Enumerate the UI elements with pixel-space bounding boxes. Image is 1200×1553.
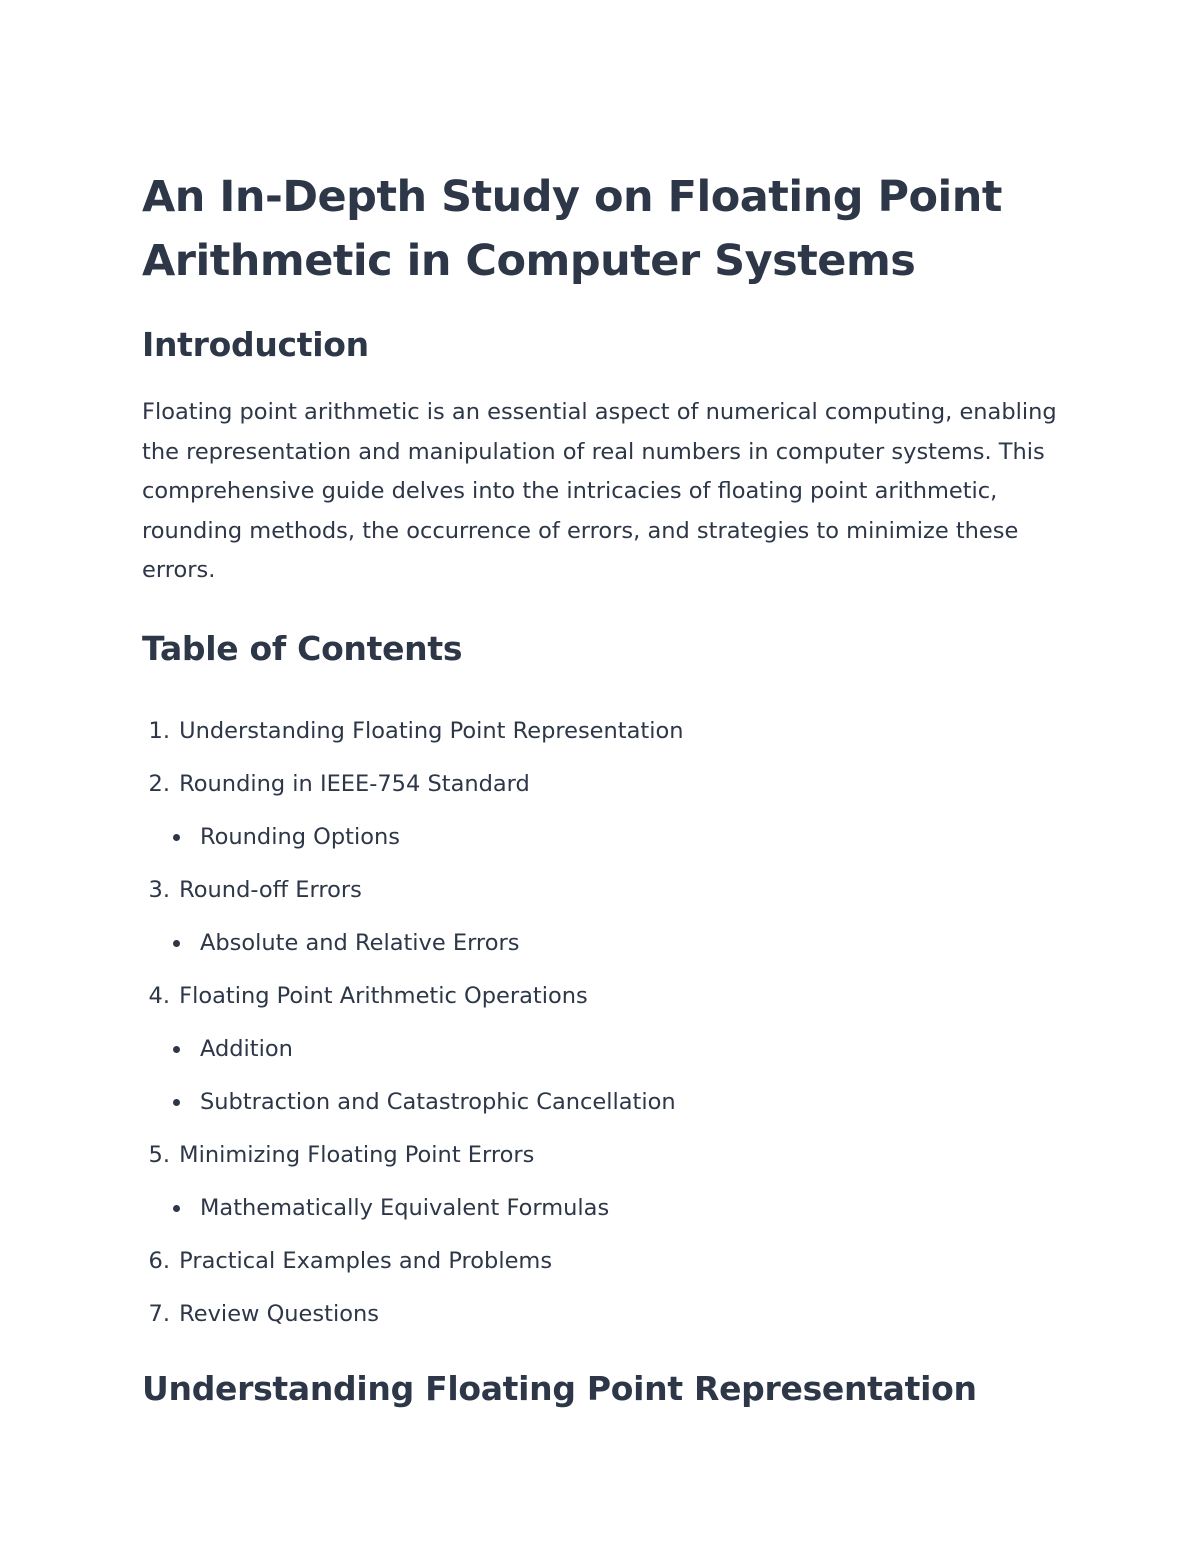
toc-subitem-label: Rounding Options [200, 823, 400, 850]
toc-item-label: Minimizing Floating Point Errors [179, 1141, 535, 1168]
toc-sublist [142, 1023, 1060, 1129]
toc-subitem [142, 1076, 1060, 1129]
bullet-icon [173, 834, 180, 841]
toc-item-number: 3. [148, 876, 170, 903]
toc-sublist [142, 917, 1060, 970]
section-heading: Understanding Floating Point Representation [142, 1368, 977, 1408]
toc-item-number: 6. [148, 1247, 170, 1274]
toc-subitem-label: Absolute and Relative Errors [200, 929, 520, 956]
toc-item-label: Floating Point Arithmetic Operations [179, 982, 588, 1009]
table-of-contents [142, 705, 1060, 1341]
toc-item-label: Round-off Errors [179, 876, 362, 903]
bullet-icon [173, 1046, 180, 1053]
toc-item-label: Rounding in IEEE-754 Standard [179, 770, 530, 797]
toc-heading: Table of Contents [142, 628, 463, 668]
toc-subitem-label: Subtraction and Catastrophic Cancellation [200, 1088, 676, 1115]
toc-subitem [142, 917, 1060, 970]
toc-item-number: 7. [148, 1300, 170, 1327]
toc-item [142, 864, 1060, 970]
bullet-icon [173, 1205, 180, 1212]
bullet-icon [173, 1099, 180, 1106]
toc-sublist [142, 811, 1060, 864]
toc-item [142, 970, 1060, 1129]
toc-item-number: 5. [148, 1141, 170, 1168]
toc-item-number: 2. [148, 770, 170, 797]
toc-subitem-label: Addition [200, 1035, 293, 1062]
toc-subitem-label: Mathematically Equivalent Formulas [200, 1194, 610, 1221]
toc-item [142, 1288, 1060, 1341]
toc-sublist [142, 1182, 1060, 1235]
toc-item-label: Practical Examples and Problems [179, 1247, 553, 1274]
toc-subitem [142, 811, 1060, 864]
toc-subitem [142, 1182, 1060, 1235]
toc-item-label: Review Questions [179, 1300, 379, 1327]
toc-subitem [142, 1023, 1060, 1076]
bullet-icon [173, 940, 180, 947]
toc-item [142, 758, 1060, 864]
introduction-heading: Introduction [142, 325, 369, 364]
introduction-paragraph: Floating point arithmetic is an essential aspect of numerical computing, enabling the representation and manipulation of real numbers in computer systems. This comprehensive guide delves into the intricacies of floating point arithmetic, rounding methods, the occurrence of errors, and strategies to minimize these errors. [142, 399, 1057, 583]
toc-item [142, 705, 1060, 758]
toc-item-number: 4. [148, 982, 170, 1009]
document-title: An In-Depth Study on Floating Point Arithmetic in Computer Systems [142, 172, 1002, 286]
toc-item-label: Understanding Floating Point Representation [179, 717, 684, 744]
toc-item [142, 1129, 1060, 1235]
toc-item-number: 1. [148, 717, 170, 744]
toc-item [142, 1235, 1060, 1288]
